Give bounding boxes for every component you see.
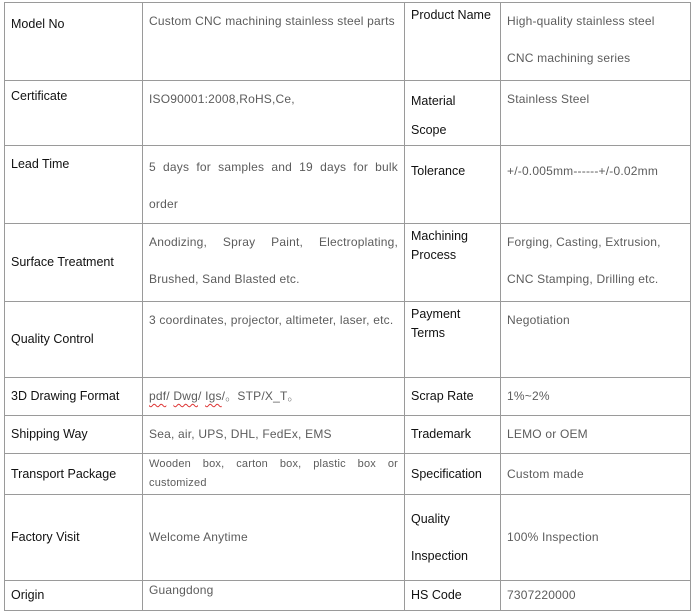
hs-code-value: 7307220000: [501, 581, 691, 611]
format-igs: Igs: [205, 389, 222, 403]
tolerance-label: Tolerance: [405, 146, 501, 224]
quality-control-label: Quality Control: [5, 302, 143, 378]
origin-label: Origin: [5, 581, 143, 611]
factory-visit-value: Welcome Anytime: [143, 495, 405, 581]
table-row: [5, 416, 691, 454]
machining-process-label: Machining Process: [405, 224, 501, 302]
table-row: [5, 378, 691, 416]
certificate-value: ISO90001:2008,RoHS,Ce,: [143, 81, 405, 146]
tolerance-value: +/-0.005mm------+/-0.02mm: [501, 146, 691, 224]
table-row: [5, 581, 691, 611]
scrap-rate-value: 1%~2%: [501, 378, 691, 416]
transport-package-label: Transport Package: [5, 454, 143, 495]
table-row: [5, 3, 691, 81]
product-spec-table: [4, 2, 691, 611]
surface-treatment-label: Surface Treatment: [5, 224, 143, 302]
factory-visit-label: Factory Visit: [5, 495, 143, 581]
drawing-format-value: pdf/ Dwg/ Igs/。STP/X_T。: [143, 378, 405, 416]
product-name-label: Product Name: [405, 3, 501, 81]
table-row: [5, 224, 691, 302]
material-scope-label: Material Scope: [405, 81, 501, 146]
specification-label: Specification: [405, 454, 501, 495]
format-dwg: Dwg: [173, 389, 198, 403]
product-name-value: High-quality stainless steel CNC machining series: [501, 3, 691, 81]
origin-value: Guangdong: [143, 581, 405, 611]
trademark-value: LEMO or OEM: [501, 416, 691, 454]
format-pdf: pdf: [149, 389, 167, 403]
format-stp: STP/X_T: [237, 389, 288, 403]
table-row: [5, 454, 691, 495]
lead-time-value: 5 days for samples and 19 days for bulk order: [143, 146, 405, 224]
model-no-label: Model No: [5, 3, 143, 81]
material-scope-value: Stainless Steel: [501, 81, 691, 146]
lead-time-label: Lead Time: [5, 146, 143, 224]
transport-package-value: Wooden box, carton box, plastic box or customized: [143, 454, 405, 495]
surface-treatment-value: Anodizing, Spray Paint, Electroplating, Brushed, Sand Blasted etc.: [143, 224, 405, 302]
table-row: [5, 81, 691, 146]
table-row: [5, 495, 691, 581]
machining-process-value: Forging, Casting, Extrusion, CNC Stamping, Drilling etc.: [501, 224, 691, 302]
quality-inspection-label: Quality Inspection: [405, 495, 501, 581]
trademark-label: Trademark: [405, 416, 501, 454]
shipping-way-label: Shipping Way: [5, 416, 143, 454]
quality-control-value: 3 coordinates, projector, altimeter, laser, etc.: [143, 302, 405, 378]
certificate-label: Certificate: [5, 81, 143, 146]
quality-inspection-value: 100% Inspection: [501, 495, 691, 581]
shipping-way-value: Sea, air, UPS, DHL, FedEx, EMS: [143, 416, 405, 454]
payment-terms-value: Negotiation: [501, 302, 691, 378]
drawing-format-label: 3D Drawing Format: [5, 378, 143, 416]
hs-code-label: HS Code: [405, 581, 501, 611]
table-row: [5, 302, 691, 378]
specification-value: Custom made: [501, 454, 691, 495]
payment-terms-label: Payment Terms: [405, 302, 501, 378]
scrap-rate-label: Scrap Rate: [405, 378, 501, 416]
model-no-value: Custom CNC machining stainless steel parts: [143, 3, 405, 81]
table-row: [5, 146, 691, 224]
